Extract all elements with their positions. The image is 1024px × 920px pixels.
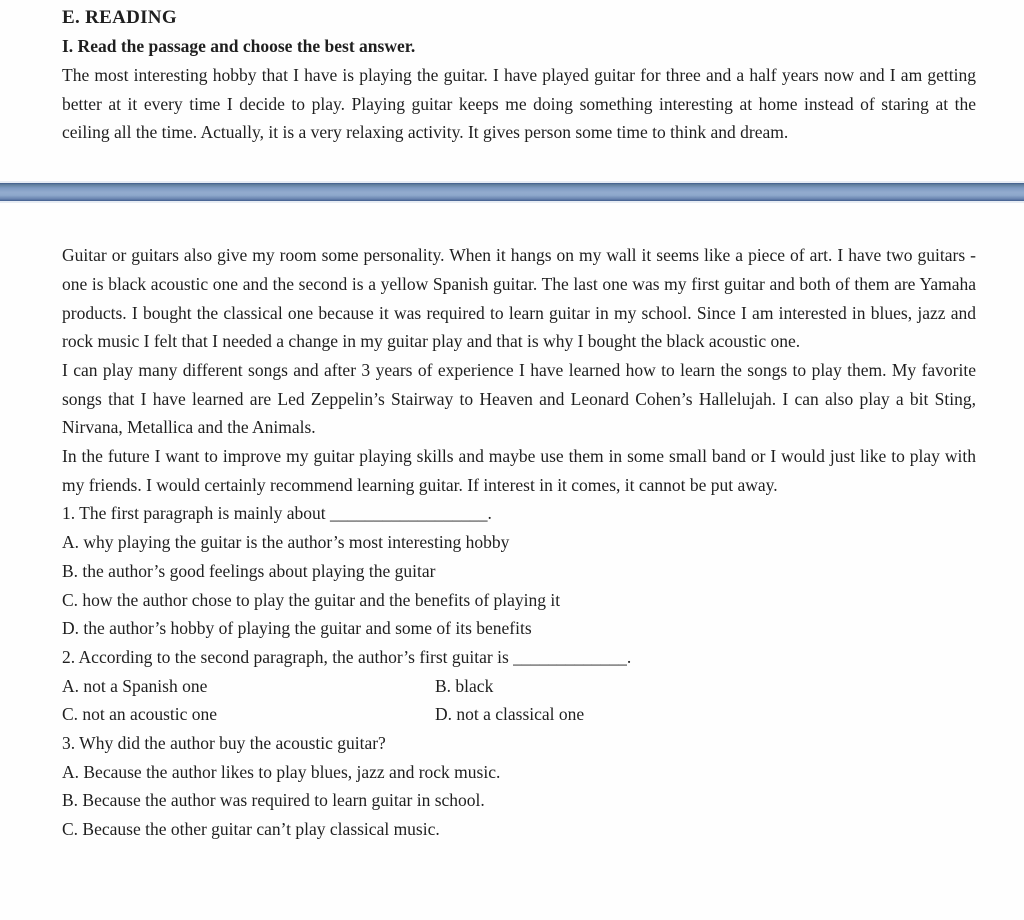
question-1-option-a: A. why playing the guitar is the author’s most interesting hobby	[62, 532, 510, 553]
question-3-option-c: C. Because the other guitar can’t play classical music.	[62, 819, 440, 840]
passage-paragraph-3: I can play many different songs and after 3 years of experience I have learned how to learn the songs to play them. My favorite songs that I have learned are Led Zeppelin’s Stairway to Heaven and Leonard Cohen’s Hallelujah. I can also play a bit Sting, Nirvana, Metallica and the Animals.	[62, 359, 976, 438]
question-1	[62, 499, 976, 643]
question-3	[62, 729, 976, 844]
reading-section-top	[62, 0, 976, 147]
passage-paragraph-2: Guitar or guitars also give my room some personality. When it hangs on my wall it seems like a piece of art. I have two guitars - one is black acoustic one and the second is a yellow Spanish guitar. The last one was my first guitar and both of them are Yamaha products. I bought the classical one because it was required to learn guitar in my school. Since I am interested in blues, jazz and rock music I felt that I needed a change in my guitar play and that is why I bought the black acoustic one.	[62, 245, 976, 352]
question-2-text: 2. According to the second paragraph, the author’s first guitar is _____________.	[62, 646, 632, 667]
passage-paragraph-4: In the future I want to improve my guitar playing skills and maybe use them in some small band or I would just like to play with my friends. I would certainly recommend learning guitar. If interest in it comes, it cannot be put away.	[62, 446, 976, 495]
reading-section-bottom	[62, 241, 976, 844]
question-2-option-a: A. not a Spanish one	[62, 675, 208, 696]
question-1-option-d: D. the author’s hobby of playing the guitar and some of its benefits	[62, 618, 532, 639]
question-2	[62, 643, 976, 729]
passage-paragraph-1: The most interesting hobby that I have is playing the guitar. I have played guitar for three and a half years now and I am getting better at it every time I decide to play. Playing guitar keeps me doing something interesting at home instead of staring at the ceiling all the time. Actually, it is a very relaxing activity. It gives person some time to think and dream.	[62, 65, 976, 143]
question-3-option-a: A. Because the author likes to play blues, jazz and rock music.	[62, 761, 501, 782]
question-2-option-d: D. not a classical one	[435, 704, 585, 725]
section-title: E. READING	[62, 7, 177, 28]
question-2-options	[62, 672, 976, 729]
question-2-option-c: C. not an acoustic one	[62, 704, 218, 725]
question-1-option-c: C. how the author chose to play the guitar and the benefits of playing it	[62, 589, 561, 610]
question-1-text: 1. The first paragraph is mainly about __________________.	[62, 503, 492, 524]
question-3-option-b: B. Because the author was required to learn guitar in school.	[62, 790, 485, 811]
question-1-option-b: B. the author’s good feelings about playing the guitar	[62, 560, 436, 581]
instruction-heading: I. Read the passage and choose the best answer.	[62, 36, 416, 56]
page-break-divider	[0, 181, 1024, 203]
question-2-option-b: B. black	[435, 675, 494, 696]
question-3-text: 3. Why did the author buy the acoustic guitar?	[62, 733, 386, 754]
